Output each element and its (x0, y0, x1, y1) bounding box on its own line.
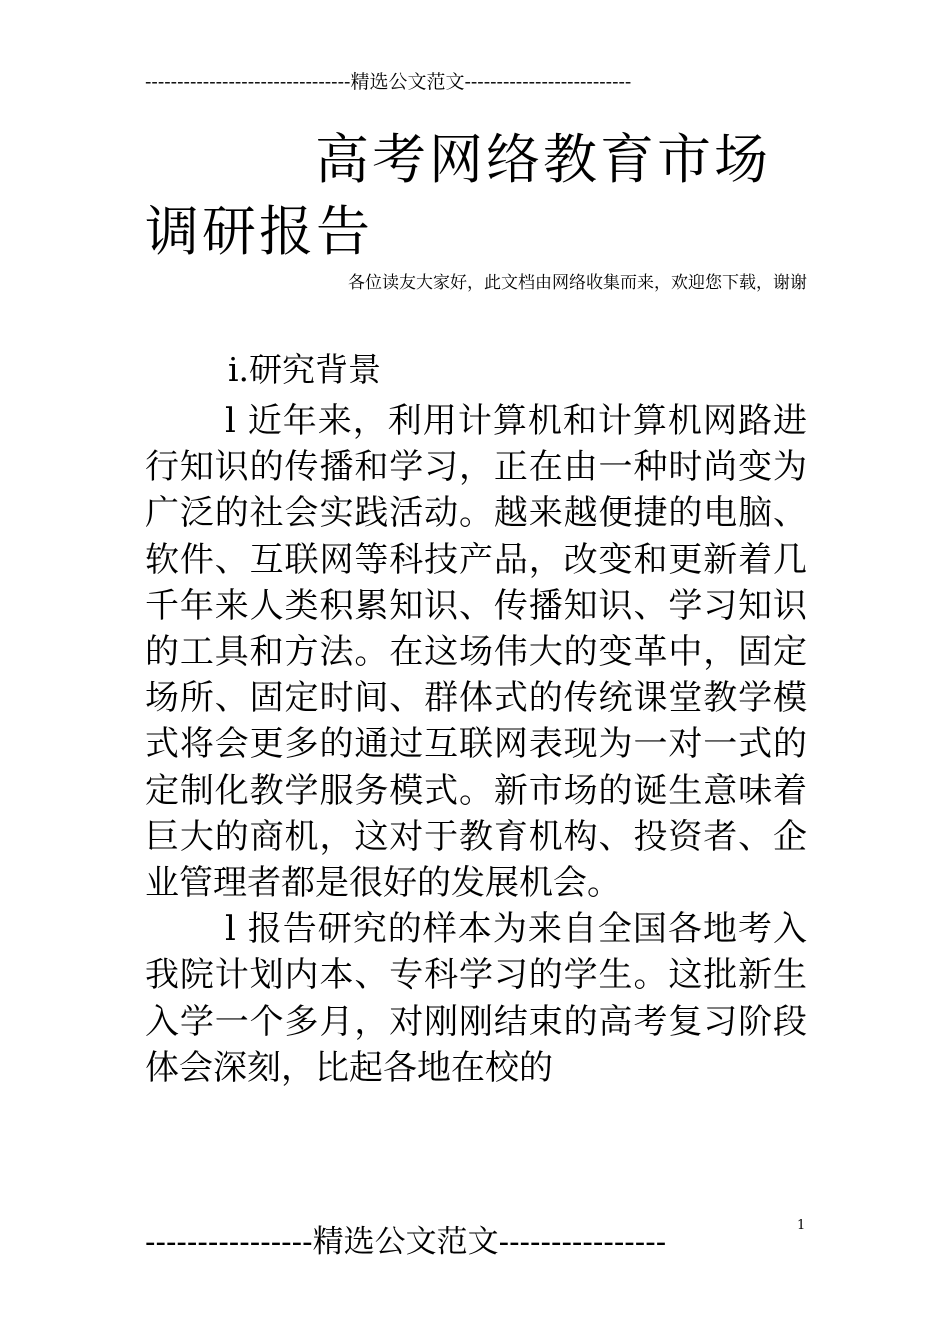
title-line-1: 高考网络教育市场 (315, 128, 771, 191)
document-subtitle: 各位读友大家好，此文档由网络收集而来，欢迎您下载，谢谢 (348, 273, 807, 293)
title-line-2: 调研报告 (145, 200, 373, 263)
document-title (145, 124, 810, 268)
section-heading: ⅰ.研究背景 (228, 350, 382, 389)
page-number: 1 (797, 1218, 806, 1233)
body-paragraph-2: l 报告研究的样本为来自全国各地考入我院计划内本、专科学习的学生。这批新生入学一个多月，对刚刚结束的高考复习阶段体会深刻，比起各地在校的 (145, 909, 807, 1088)
page-header: --------------------------------精选公文范文-------------------------- (145, 71, 632, 93)
page-footer: ----------------精选公文范文---------------- (145, 1224, 667, 1260)
document-body (145, 398, 807, 1091)
body-paragraph-1: l 近年来，利用计算机和计算机网路进行知识的传播和学习，正在由一种时尚变为广泛的社会实践活动。越来越便捷的电脑、软件、互联网等科技产品，改变和更新着几千年来人类积累知识、传播知识、学习知识的工具和方法。在这场伟大的变革中，固定场所、固定时间、群体式的传统课堂教学模式将会更多的通过互联网表现为一对一式的定制化教学服务模式。新市场的诞生意味着巨大的商机，这对于教育机构、投资者、企业管理者都是很好的发展机会。 (145, 401, 807, 904)
